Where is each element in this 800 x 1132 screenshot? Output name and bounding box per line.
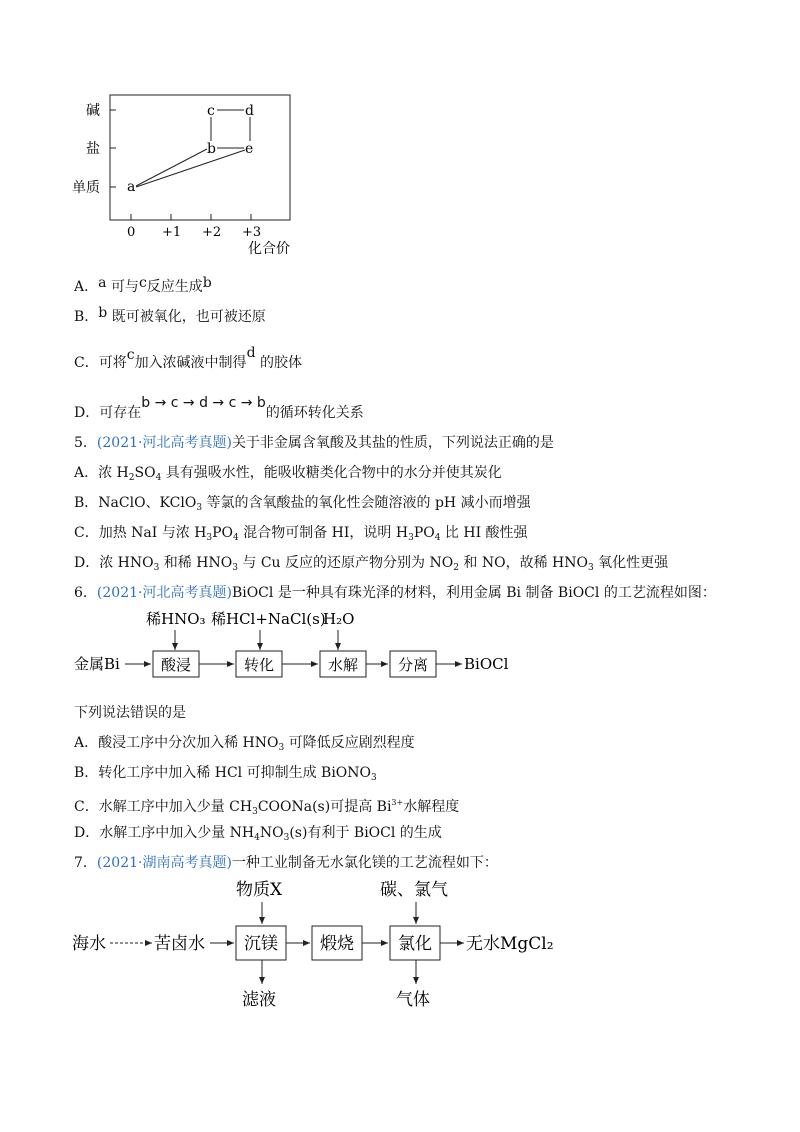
q4-option-d: D．可存在b → c → d → c → b的循环转化关系 bbox=[74, 395, 364, 421]
q5-source[interactable]: (2021·河北高考真题) bbox=[96, 435, 232, 451]
point-d: d bbox=[245, 103, 254, 119]
q6-option-d: D．水解工序中加入少量 $NH_4NO_3(s)$有利于 BiOCl 的生成 bbox=[74, 825, 442, 843]
q5-option-a: A．浓 $H_2SO_4$ 具有强吸水性，能吸收糖类化合物中的水分并使其炭化 bbox=[74, 465, 502, 483]
step-chlorinate: 氯化 bbox=[398, 934, 432, 954]
q4-option-b: B．b 既可被氧化，也可被还原 bbox=[74, 305, 266, 325]
x-axis-title: 化合价 bbox=[248, 241, 290, 257]
flow-end-mgcl2: 无水MgCl₂ bbox=[466, 934, 554, 954]
bioc-flow-diagram bbox=[70, 606, 550, 686]
point-e: e bbox=[245, 141, 254, 157]
x-tick-3: +3 bbox=[242, 225, 262, 240]
reagent-x: 物质X bbox=[236, 880, 283, 900]
valence-graph bbox=[60, 90, 310, 260]
y-label-base: 碱 bbox=[86, 103, 100, 119]
output-filtrate: 滤液 bbox=[242, 990, 276, 1010]
x-tick-1: +1 bbox=[162, 225, 182, 240]
point-c: c bbox=[207, 103, 215, 119]
flow-end-biocl: BiOCl bbox=[464, 655, 509, 673]
q5-option-d: D．浓 $HNO_3$ 和稀 $HNO_3$ 与 Cu 反应的还原产物分别为 $NO_2$ 和 NO，故稀 $HNO_3$ 氧化性更强 bbox=[74, 555, 669, 573]
q6-ask: 下列说法错误的是 bbox=[74, 705, 186, 721]
q5-option-b: B．NaClO、KClO$_3$ 等氯的含氧酸盐的氧化性会随溶液的 pH 减小而增强 bbox=[74, 495, 531, 513]
reagent-hcl-nacl: 稀HCl+NaCl(s) bbox=[211, 610, 326, 628]
y-label-element: 单质 bbox=[72, 180, 100, 196]
q5-stem: 5．(2021·河北高考真题)关于非金属含氧酸及其盐的性质，下列说法正确的是 bbox=[74, 435, 554, 451]
y-label-salt: 盐 bbox=[86, 141, 100, 157]
q7-source[interactable]: (2021·湖南高考真题) bbox=[96, 855, 232, 871]
x-tick-0: 0 bbox=[127, 225, 136, 240]
q4-option-a: A．a 可与c反应生成b bbox=[74, 275, 212, 295]
step-separation: 分离 bbox=[398, 656, 429, 674]
q5-option-c: C．加热 NaI 与浓 $H_3PO_4$ 混合物可制备 HI，说明 $H_3PO_4$ 比 HI 酸性强 bbox=[74, 525, 528, 543]
flow-bittern: 苦卤水 bbox=[154, 934, 205, 954]
point-a: a bbox=[127, 179, 136, 195]
point-b: b bbox=[207, 141, 216, 157]
q7-stem: 7．(2021·湖南高考真题)一种工业制备无水氯化镁的工艺流程如下： bbox=[74, 855, 498, 871]
step-hydrolysis: 水解 bbox=[328, 656, 359, 674]
reagent-water: H₂O bbox=[323, 610, 355, 628]
q4-option-c: C．可将c加入浓碱液中制得d 的胶体 bbox=[74, 345, 302, 371]
output-gas: 气体 bbox=[396, 990, 430, 1010]
reagent-dilute-hno3: 稀HNO₃ bbox=[146, 610, 206, 628]
q6-option-c: C．水解工序中加入少量 $CH_3COONa(s)$可提高 $Bi^{3+}$水解程度 bbox=[74, 798, 460, 817]
q6-stem: 6．(2021·河北高考真题)BiOCl 是一种具有珠光泽的材料，利用金属 Bi 制备 BiOCl 的工艺流程如图： bbox=[74, 585, 716, 601]
q6-option-b: B．转化工序中加入稀 HCl 可抑制生成 BiONO$_3$ bbox=[74, 765, 377, 783]
flow-start-seawater: 海水 bbox=[72, 934, 106, 954]
step-conversion: 转化 bbox=[244, 656, 275, 674]
graph-frame bbox=[110, 95, 290, 220]
step-precipitate-mg: 沉镁 bbox=[244, 934, 278, 954]
q6-source[interactable]: (2021·河北高考真题) bbox=[96, 585, 232, 601]
flow-start-bi: 金属Bi bbox=[74, 655, 120, 673]
reagent-carbon-chlorine: 碳、氯气 bbox=[380, 880, 448, 900]
x-tick-2: +2 bbox=[202, 225, 222, 240]
q6-option-a: A．酸浸工序中分次加入稀 $HNO_3$ 可降低反应剧烈程度 bbox=[74, 735, 415, 753]
mgcl2-flow-diagram bbox=[70, 872, 570, 1012]
step-acid-leach: 酸浸 bbox=[161, 656, 192, 674]
step-calcine: 煅烧 bbox=[320, 934, 354, 954]
